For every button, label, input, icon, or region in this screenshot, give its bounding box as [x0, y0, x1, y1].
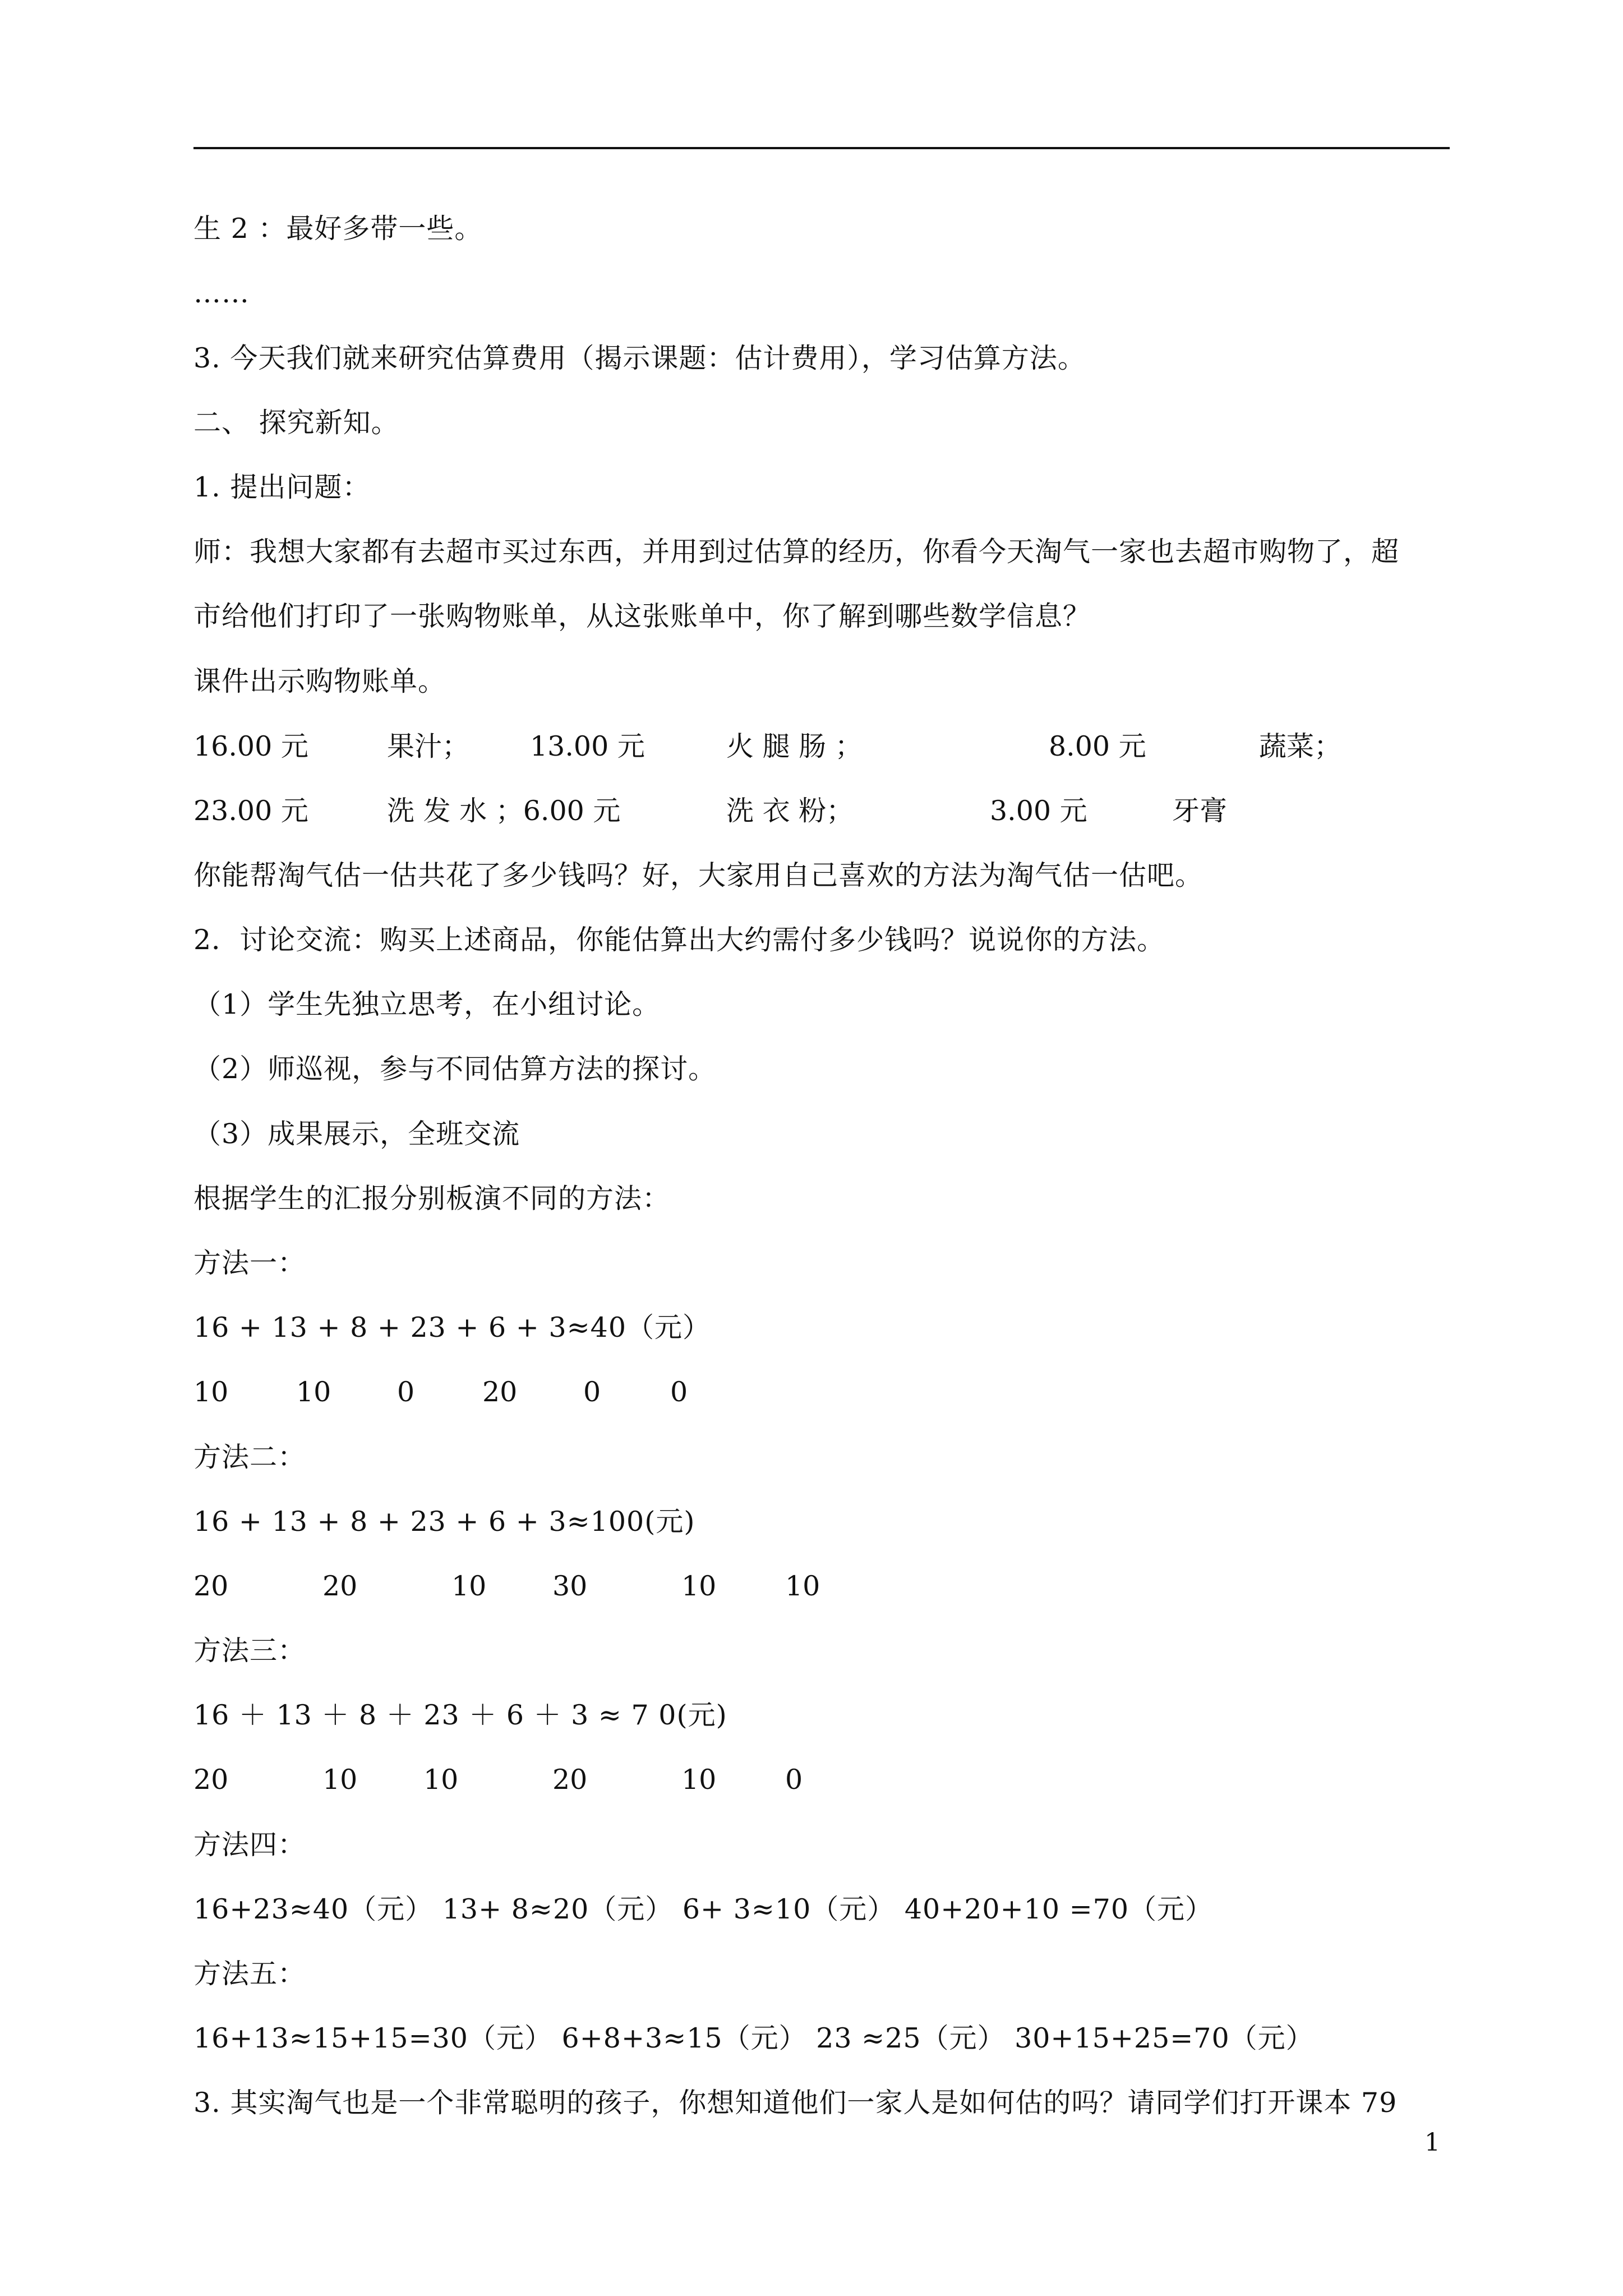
bill-item-name: 蔬菜； [1259, 730, 1342, 762]
rounding-value: 10 [423, 1764, 459, 1796]
bill-item-price: 3.00 元 [990, 795, 1087, 827]
bill-item-name: 火 腿 肠 ； [726, 730, 863, 762]
rounding-value: 10 [681, 1764, 717, 1796]
method-heading: 方法一： [193, 1247, 306, 1279]
text-line: 生 2 ：最好多带一些。 [193, 213, 483, 245]
rounding-value: 20 [482, 1376, 518, 1408]
method-heading: 方法四： [193, 1829, 306, 1861]
text-line: 2．讨论交流：购买上述商品，你能估算出大约需付多少钱吗？说说你的方法。 [193, 924, 1165, 956]
text-line: 3. 其实淘气也是一个非常聪明的孩子，你想知道他们一家人是如何估的吗？请同学们打开课本 79 [193, 2087, 1398, 2119]
rounding-value: 30 [552, 1570, 588, 1602]
method-heading: 方法三： [193, 1635, 306, 1667]
rounding-value: 10 [193, 1376, 229, 1408]
bill-item-name: 洗 衣 粉； [726, 795, 854, 827]
equation: 16+13≈15+15=30（元） 6+8+3≈15（元） 23 ≈25（元） 30+15+25=70（元） [193, 2022, 1314, 2054]
rounding-value: 10 [296, 1376, 331, 1408]
text-line: 1. 提出问题： [193, 471, 371, 503]
section-heading: 二、 探究新知。 [193, 407, 399, 439]
rounding-value: 0 [397, 1376, 415, 1408]
rounding-value: 20 [193, 1764, 229, 1796]
equation: 16 ＋ 13 ＋ 8 ＋ 23 ＋ 6 ＋ 3 ≈ 7 0(元) [193, 1699, 727, 1731]
bill-item-price: 16.00 元 [193, 730, 308, 762]
rounding-value: 20 [552, 1764, 588, 1796]
method-heading: 方法二： [193, 1441, 306, 1473]
list-item: （1）学生先独立思考，在小组讨论。 [193, 988, 661, 1020]
rounding-value: 0 [785, 1764, 803, 1796]
rounding-value: 10 [322, 1764, 358, 1796]
method-heading: 方法五： [193, 1958, 306, 1990]
text-line: 市给他们打印了一张购物账单，从这张账单中，你了解到哪些数学信息？ [193, 600, 1091, 632]
equation: 16 + 13 + 8 + 23 + 6 + 3≈100(元) [193, 1506, 695, 1538]
text-line: 根据学生的汇报分别板演不同的方法： [193, 1182, 671, 1214]
rounding-value: 0 [583, 1376, 601, 1408]
list-item: （3）成果展示，全班交流 [193, 1118, 520, 1150]
text-line: 师：我想大家都有去超市买过东西，并用到过估算的经历，你看今天淘气一家也去超市购物了，超 [193, 536, 1400, 568]
rounding-value: 0 [670, 1376, 688, 1408]
header-rule [193, 147, 1450, 149]
bill-item-name: 果汁； [387, 730, 470, 762]
text-line: 你能帮淘气估一估共花了多少钱吗？好，大家用自己喜欢的方法为淘气估一估吧。 [193, 859, 1204, 891]
rounding-value: 10 [681, 1570, 717, 1602]
text-line: 课件出示购物账单。 [193, 665, 446, 697]
text-line: 3. 今天我们就来研究估算费用（揭示课题：估计费用），学习估算方法。 [193, 342, 1086, 374]
equation: 16 + 13 + 8 + 23 + 6 + 3≈40（元） [193, 1312, 711, 1343]
bill-item-price: 13.00 元 [530, 730, 645, 762]
bill-item-price: 8.00 元 [1049, 730, 1146, 762]
bill-item-name: 牙膏 [1172, 795, 1228, 827]
rounding-value: 20 [193, 1570, 229, 1602]
list-item: （2）师巡视，参与不同估算方法的探讨。 [193, 1053, 717, 1085]
bill-item-price: 23.00 元 [193, 795, 308, 827]
rounding-value: 10 [785, 1570, 820, 1602]
bill-item-name: 洗 发 水 ；6.00 元 [387, 795, 621, 827]
page-number: 1 [1424, 2128, 1440, 2157]
rounding-value: 10 [451, 1570, 487, 1602]
equation: 16+23≈40（元） 13+ 8≈20（元） 6+ 3≈10（元） 40+20+10 =70（元） [193, 1893, 1213, 1925]
rounding-value: 20 [322, 1570, 358, 1602]
text-line: …… [193, 277, 250, 309]
